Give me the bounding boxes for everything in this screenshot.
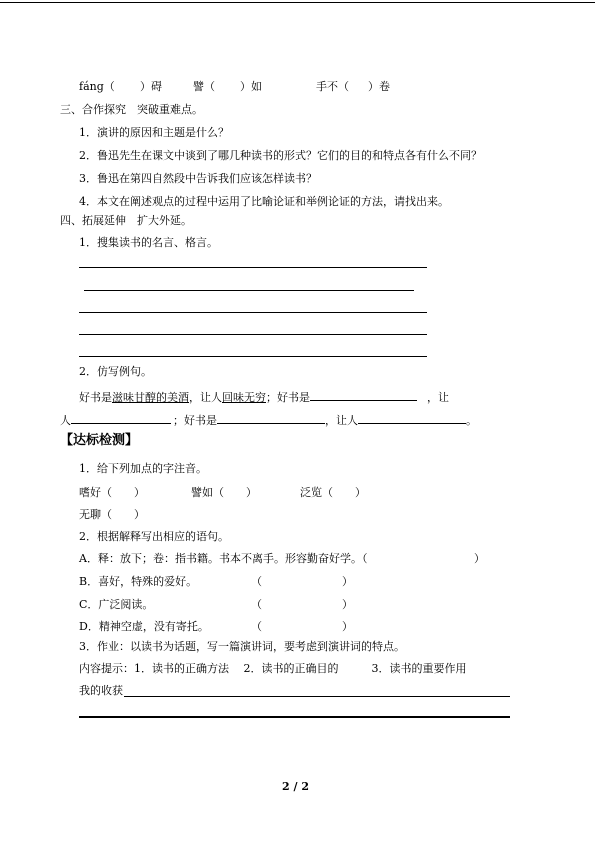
- test-q1: 1．给下列加点的字注音。: [79, 462, 207, 475]
- example-text: 人: [60, 414, 71, 427]
- example-sentence-line2: [60, 412, 477, 428]
- pinyin-fang: fáng（: [79, 80, 115, 93]
- test-q2-a-close: ）: [474, 552, 485, 565]
- test-hint: 内容提示：1．读书的正确方法 2．读书的正确目的 3．读书的重要作用: [79, 662, 467, 675]
- test-q2: 2．根据解释写出相应的语句。: [79, 530, 229, 543]
- section3-title: 三、合作探究 突破重难点。: [60, 103, 203, 116]
- test-q2-c: C．广泛阅读。: [79, 598, 154, 611]
- answer-line-5[interactable]: [79, 356, 427, 357]
- char-pi: 譬（: [193, 80, 215, 93]
- test-word-4: 无聊（ ）: [79, 508, 145, 521]
- example-text: ，让人: [325, 414, 358, 427]
- imitation-blank-3[interactable]: [217, 412, 325, 424]
- gain-line-1[interactable]: [124, 696, 510, 697]
- char-juan: ）卷: [368, 80, 390, 93]
- gain-label: 我的收获: [79, 684, 123, 697]
- char-ai: ）碍: [140, 80, 162, 93]
- gain-line-2[interactable]: [79, 716, 510, 718]
- answer-line-2[interactable]: [84, 290, 414, 291]
- section4-title: 四、拓展延伸 扩大外延。: [60, 214, 192, 227]
- example-text: 。: [466, 414, 477, 427]
- section4-q1: 1．搜集读书的名言、格言。: [79, 236, 218, 249]
- paren-open-d: （: [251, 620, 262, 633]
- example-underline-1: 滋味甘醇的美酒: [112, 391, 189, 404]
- char-shoubu: 手不（: [316, 80, 349, 93]
- test-word-2: 譬如（ ）: [191, 486, 257, 499]
- test-q3: 3．作业：以读书为话题，写一篇演讲词，要考虑到演讲词的特点。: [79, 640, 405, 653]
- example-text: ，让人: [189, 391, 222, 404]
- test-section-title: 【达标检测】: [60, 433, 139, 448]
- test-q2-a: A．释：放下；卷：指书籍。书本不离手。形容勤奋好学。（: [79, 552, 368, 565]
- paren-close-d: ）: [342, 620, 353, 633]
- example-underline-2: 回味无穷: [222, 391, 266, 404]
- test-word-1: 嗜好（ ）: [79, 486, 145, 499]
- answer-line-4[interactable]: [79, 334, 427, 335]
- paren-close-b: ）: [342, 575, 353, 588]
- section3-q3: 3．鲁迅在第四自然段中告诉我们应该怎样读书？: [79, 172, 317, 185]
- page-number: 2 / 2: [282, 780, 309, 793]
- paren-open-b: （: [251, 575, 262, 588]
- test-q2-d: D．精神空虚，没有寄托。: [79, 620, 209, 633]
- test-word-3: 泛览（ ）: [300, 486, 366, 499]
- example-text: ；好书是: [266, 391, 310, 404]
- imitation-blank-2[interactable]: [71, 412, 171, 424]
- section4-q2: 2．仿写例句。: [79, 365, 152, 378]
- char-ru: ）如: [240, 80, 262, 93]
- example-text: ，让: [427, 391, 449, 404]
- answer-line-1[interactable]: [79, 267, 427, 268]
- paren-close-c: ）: [342, 598, 353, 611]
- example-text: 好书是: [79, 391, 112, 404]
- answer-line-3[interactable]: [79, 312, 427, 313]
- paren-open-c: （: [251, 598, 262, 611]
- top-rule: [0, 2, 595, 3]
- imitation-blank-4[interactable]: [358, 412, 466, 424]
- example-text: ；好书是: [173, 414, 217, 427]
- example-sentence-line1: [79, 389, 449, 405]
- imitation-blank-1[interactable]: [310, 389, 417, 401]
- section3-q1: 1．演讲的原因和主题是什么？: [79, 126, 229, 139]
- section3-q4: 4．本文在阐述观点的过程中运用了比喻论证和举例论证的方法，请找出来。: [79, 195, 449, 208]
- test-q2-b: B．喜好，特殊的爱好。: [79, 575, 198, 588]
- section3-q2: 2．鲁迅先生在课文中谈到了哪几种读书的形式？它们的目的和特点各有什么不同？: [79, 149, 482, 162]
